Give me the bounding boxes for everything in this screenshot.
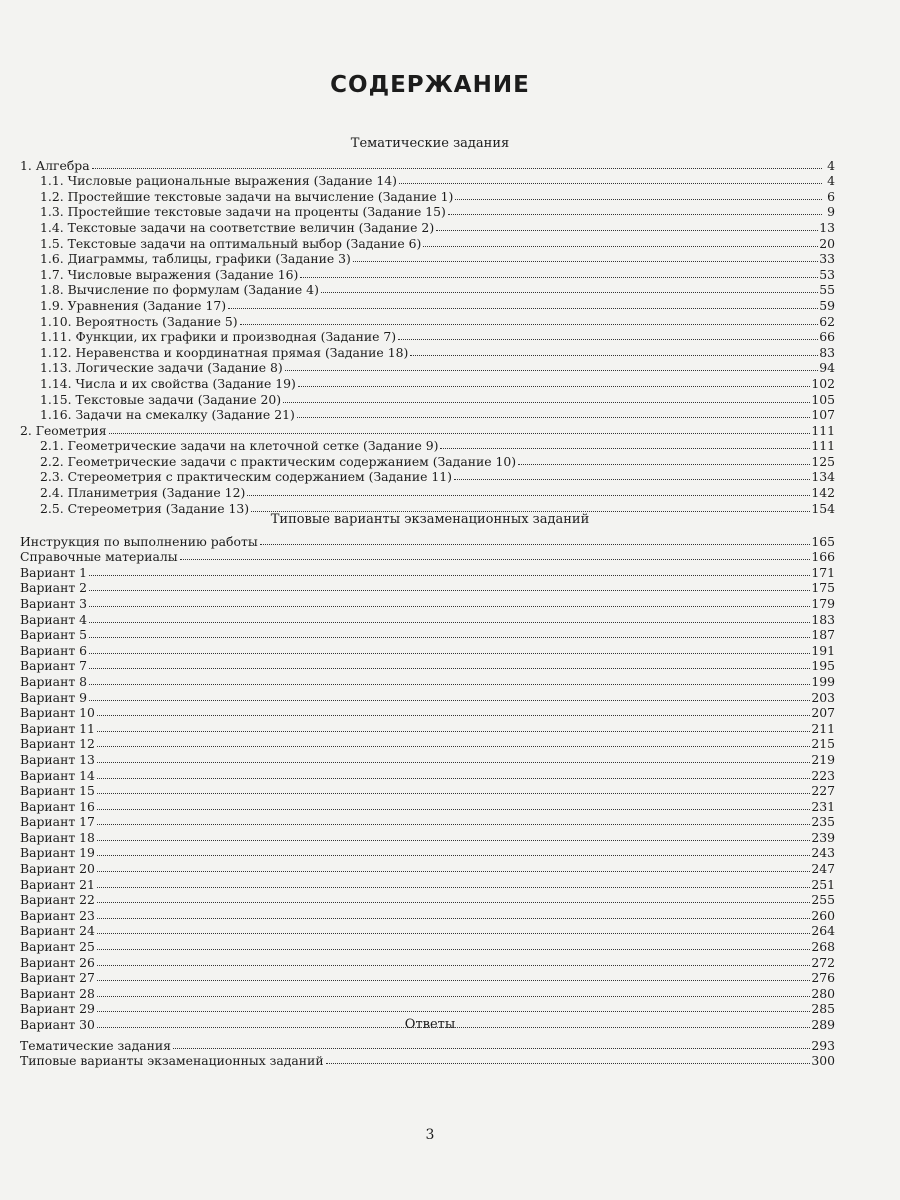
toc-entry-label: 1.15. Текстовые задачи (Задание 20) (40, 391, 282, 407)
toc-entry-page: 293 (811, 1037, 835, 1053)
toc-entry-label: Вариант 12 (20, 736, 95, 752)
dot-leader (109, 433, 811, 434)
toc-entry (20, 892, 835, 908)
toc-entry-page: 179 (811, 595, 835, 611)
toc-entry-page: 272 (811, 954, 835, 970)
toc-entry-page: 211 (811, 720, 835, 736)
dot-leader (228, 308, 818, 309)
toc-entry-label: Вариант 27 (20, 970, 95, 986)
dot-leader (97, 746, 810, 747)
toc-entry (20, 814, 835, 830)
toc-entry-page: 53 (819, 266, 835, 282)
dot-leader (260, 544, 811, 545)
toc-entry-label: Вариант 16 (20, 798, 95, 814)
dot-leader (92, 168, 822, 169)
toc-entry-page: 285 (811, 1001, 835, 1017)
toc-entry-label: 2.5. Стереометрия (Задание 13) (40, 500, 250, 516)
dot-leader (97, 871, 810, 872)
toc-entry (20, 627, 835, 643)
toc-entry (20, 375, 835, 391)
toc-entry (20, 438, 835, 454)
toc-entry (20, 954, 835, 970)
toc-entry-page: 9 (827, 204, 835, 220)
dot-leader (97, 715, 810, 716)
toc-entry-page: 66 (819, 329, 835, 345)
toc-entry-label: Вариант 10 (20, 705, 95, 721)
dot-leader (97, 809, 810, 810)
toc-entry (20, 469, 835, 485)
toc-entry-page: 280 (811, 985, 835, 1001)
toc-entry-label: Вариант 8 (20, 673, 88, 689)
dot-leader (89, 575, 810, 576)
toc-entry-page: 183 (811, 611, 835, 627)
toc-entry (20, 642, 835, 658)
toc-entry (20, 157, 835, 173)
toc-entry-label: Вариант 17 (20, 814, 95, 830)
toc-entry-label: 1.2. Простейшие текстовые задачи на вычисление (Задание 1) (40, 188, 454, 204)
dot-leader (89, 637, 810, 638)
toc-entry-page: 165 (811, 533, 835, 549)
toc-entry (20, 422, 835, 438)
toc-entry-label: Вариант 26 (20, 954, 95, 970)
toc-entry-page: 134 (811, 469, 835, 485)
toc-entry-label: 2. Геометрия (20, 422, 107, 438)
toc-entry (20, 970, 835, 986)
toc-entry (20, 533, 835, 549)
toc-entry-page: 166 (811, 549, 835, 565)
toc-entry-label: Вариант 6 (20, 642, 88, 658)
toc-entry-label: Вариант 23 (20, 907, 95, 923)
toc-entry-page: 255 (811, 892, 835, 908)
toc-entry-label: 1.12. Неравенства и координатная прямая (Задание 18) (40, 344, 409, 360)
dot-leader (89, 700, 810, 701)
toc-entry-page: 154 (811, 500, 835, 516)
toc-entry-page: 33 (819, 251, 835, 267)
toc-entry-label: 1.13. Логические задачи (Задание 8) (40, 360, 283, 376)
toc-entry (20, 313, 835, 329)
toc-entry-page: 4 (827, 157, 835, 173)
toc-entry (20, 829, 835, 845)
toc-entry (20, 860, 835, 876)
toc-entry (20, 549, 835, 565)
toc-entry (20, 798, 835, 814)
toc-entry (20, 845, 835, 861)
toc-entry (20, 923, 835, 939)
toc-entry-label: Типовые варианты экзаменационных заданий (20, 1053, 324, 1069)
toc-entry-label: 1.7. Числовые выражения (Задание 16) (40, 266, 299, 282)
toc-entry (20, 751, 835, 767)
toc-entry-label: 1.14. Числа и их свойства (Задание 19) (40, 375, 296, 391)
toc-entry-page: 102 (811, 375, 835, 391)
toc-entry-label: 1. Алгебра (20, 157, 90, 173)
toc-entry-label: Вариант 29 (20, 1001, 95, 1017)
toc-entry (20, 1037, 835, 1053)
dot-leader (89, 653, 810, 654)
toc-entry-page: 55 (819, 282, 835, 298)
toc-entry-label: Вариант 15 (20, 783, 95, 799)
dot-leader (436, 230, 818, 231)
toc-entry-label: Вариант 7 (20, 658, 88, 674)
toc-entry-page: 231 (811, 798, 835, 814)
toc-entry (20, 1001, 835, 1017)
toc-entry-label: Вариант 28 (20, 985, 95, 1001)
toc-entry-page: 276 (811, 970, 835, 986)
toc-entry-label: 1.1. Числовые рациональные выражения (Задание 14) (40, 173, 397, 189)
dot-leader (399, 183, 822, 184)
toc-entry-page: 251 (811, 876, 835, 892)
dot-leader (247, 495, 810, 496)
dot-leader (440, 448, 810, 449)
toc-entry-page: 171 (811, 564, 835, 580)
page-number: 3 (425, 1127, 435, 1143)
toc-entry-page: 195 (811, 658, 835, 674)
toc-entry (20, 985, 835, 1001)
toc-entry-page: 62 (819, 313, 835, 329)
toc-entry-page: 4 (827, 173, 835, 189)
toc-entry (20, 595, 835, 611)
toc-entry (20, 297, 835, 313)
toc-entry-label: Вариант 13 (20, 751, 95, 767)
toc-entry (20, 282, 835, 298)
toc-entry-page: 105 (811, 391, 835, 407)
toc-entry-label: Вариант 24 (20, 923, 95, 939)
toc-entry-label: Вариант 25 (20, 939, 95, 955)
dot-leader (298, 386, 810, 387)
toc-entry-page: 199 (811, 673, 835, 689)
toc-entry-label: 2.4. Планиметрия (Задание 12) (40, 485, 246, 501)
dot-leader (423, 246, 818, 247)
dot-leader (283, 402, 810, 403)
toc-entry (20, 188, 835, 204)
dot-leader (89, 606, 810, 607)
toc-entry-label: Вариант 5 (20, 627, 88, 643)
toc-entry (20, 564, 835, 580)
toc-entry-label: 1.8. Вычисление по формулам (Задание 4) (40, 282, 319, 298)
toc-entry-label: Вариант 4 (20, 611, 88, 627)
toc-entry-page: 215 (811, 736, 835, 752)
toc-entry-page: 13 (819, 219, 835, 235)
toc-entry (20, 251, 835, 267)
toc-entry-label: Вариант 30 (20, 1017, 95, 1032)
toc-entry-page: 20 (819, 235, 835, 251)
toc-entry (20, 689, 835, 705)
dot-leader (326, 1063, 811, 1064)
toc-entry-label: Инструкция по выполнению работы (20, 533, 258, 549)
toc-entry-label: Справочные материалы (20, 549, 178, 565)
toc-entry-page: 243 (811, 845, 835, 861)
dot-leader (454, 479, 810, 480)
toc-entry-page: 260 (811, 907, 835, 923)
toc-entry (20, 938, 835, 954)
page-title: СОДЕРЖАНИЕ (330, 72, 530, 98)
toc-entry-label: 1.5. Текстовые задачи на оптимальный выбор (Задание 6) (40, 235, 422, 251)
section-heading-variants: Типовые варианты экзаменационных заданий (270, 512, 590, 527)
toc-entry (20, 391, 835, 407)
toc-entry-label: 1.4. Текстовые задачи на соответствие величин (Задание 2) (40, 219, 435, 235)
toc-entry-label: Вариант 1 (20, 564, 88, 580)
toc-entry (20, 736, 835, 752)
dot-leader (97, 918, 810, 919)
toc-entry-page: 223 (811, 767, 835, 783)
dot-leader (97, 855, 810, 856)
toc-entry-page: 300 (811, 1053, 835, 1069)
toc-entry-label: Вариант 21 (20, 876, 95, 892)
toc-entry-label: Вариант 3 (20, 595, 88, 611)
toc-entry-page: 235 (811, 814, 835, 830)
toc-entry-label: 1.3. Простейшие текстовые задачи на проценты (Задание 15) (40, 204, 446, 220)
toc-entry-label: Вариант 2 (20, 580, 88, 596)
toc-entry-label: Вариант 9 (20, 689, 88, 705)
toc-entry-page: 203 (811, 689, 835, 705)
toc-entry-page: 187 (811, 627, 835, 643)
toc-entry (20, 767, 835, 783)
toc-entry (20, 329, 835, 345)
toc-entry (20, 484, 835, 500)
dot-leader (285, 370, 818, 371)
toc-list-variants (20, 533, 835, 1032)
dot-leader (89, 684, 810, 685)
dot-leader (97, 887, 810, 888)
toc-list-answers (20, 1037, 835, 1068)
dot-leader (300, 277, 818, 278)
toc-entry-label: Вариант 18 (20, 829, 95, 845)
dot-leader (455, 199, 822, 200)
toc-entry-page: 268 (811, 939, 835, 955)
toc-list-thematic (20, 157, 835, 516)
toc-entry (20, 611, 835, 627)
toc-entry-page: 125 (811, 453, 835, 469)
toc-entry (20, 783, 835, 799)
dot-leader (448, 214, 822, 215)
dot-leader (97, 980, 810, 981)
toc-entry (20, 235, 835, 251)
dot-leader (321, 292, 818, 293)
toc-entry (20, 219, 835, 235)
toc-entry (20, 453, 835, 469)
toc-entry-label: 2.3. Стереометрия с практическим содержанием (Задание 11) (40, 469, 452, 485)
toc-entry-label: Тематические задания (20, 1037, 171, 1053)
toc-entry (20, 1053, 835, 1069)
toc-entry-label: 2.2. Геометрические задачи с практическим содержанием (Задание 10) (40, 453, 517, 469)
toc-entry-label: Вариант 11 (20, 720, 95, 736)
section-heading-thematic: Тематические задания (350, 136, 510, 151)
toc-entry (20, 907, 835, 923)
toc-entry-page: 207 (811, 705, 835, 721)
toc-entry-page: 227 (811, 783, 835, 799)
toc-entry-page: 94 (819, 360, 835, 376)
toc-entry-page: 107 (811, 407, 835, 423)
section-heading-answers: Ответы (404, 1017, 456, 1032)
toc-entry-page: 111 (811, 438, 835, 454)
dot-leader (518, 464, 810, 465)
toc-entry-label: Вариант 20 (20, 861, 95, 877)
toc-entry-page: 83 (819, 344, 835, 360)
toc-entry (20, 658, 835, 674)
dot-leader (97, 824, 810, 825)
toc-entry (20, 204, 835, 220)
toc-entry-page: 247 (811, 861, 835, 877)
dot-leader (97, 933, 810, 934)
toc-entry-label: 2.1. Геометрические задачи на клеточной сетке (Задание 9) (40, 438, 439, 454)
toc-entry (20, 580, 835, 596)
toc-entry-page: 264 (811, 923, 835, 939)
dot-leader (89, 622, 810, 623)
dot-leader (97, 793, 810, 794)
toc-entry-label: 1.10. Вероятность (Задание 5) (40, 313, 238, 329)
dot-leader (398, 339, 818, 340)
dot-leader (97, 762, 810, 763)
dot-leader (97, 996, 810, 997)
dot-leader (89, 668, 810, 669)
toc-entry (20, 344, 835, 360)
toc-entry (20, 173, 835, 189)
toc-entry (20, 876, 835, 892)
toc-entry-page: 59 (819, 297, 835, 313)
toc-entry-label: 1.16. Задачи на смекалку (Задание 21) (40, 407, 295, 423)
toc-entry-page: 6 (827, 188, 835, 204)
dot-leader (97, 902, 810, 903)
dot-leader (97, 731, 810, 732)
toc-entry-page: 142 (811, 485, 835, 501)
dot-leader (180, 559, 811, 560)
toc-entry-label: Вариант 14 (20, 767, 95, 783)
toc-entry-page: 175 (811, 580, 835, 596)
toc-entry-page: 219 (811, 751, 835, 767)
toc-entry (20, 360, 835, 376)
toc-entry-label: 1.11. Функции, их графики и производная (Задание 7) (40, 329, 397, 345)
dot-leader (97, 1011, 810, 1012)
toc-entry-page: 239 (811, 829, 835, 845)
toc-entry (20, 673, 835, 689)
toc-entry (20, 266, 835, 282)
dot-leader (97, 840, 810, 841)
toc-entry (20, 705, 835, 721)
toc-entry-page: 111 (811, 422, 835, 438)
dot-leader (297, 417, 811, 418)
toc-entry-page: 289 (811, 1017, 835, 1032)
dot-leader (97, 778, 810, 779)
dot-leader (97, 949, 810, 950)
toc-entry-label: 1.9. Уравнения (Задание 17) (40, 297, 227, 313)
toc-entry (20, 407, 835, 423)
dot-leader (97, 965, 810, 966)
toc-entry-label: 1.6. Диаграммы, таблицы, графики (Задание 3) (40, 251, 351, 267)
dot-leader (240, 324, 819, 325)
toc-entry (20, 720, 835, 736)
dot-leader (173, 1048, 810, 1049)
dot-leader (410, 355, 818, 356)
dot-leader (89, 590, 810, 591)
toc-entry-label: Вариант 22 (20, 892, 95, 908)
toc-entry-label: Вариант 19 (20, 845, 95, 861)
toc-entry-page: 191 (811, 642, 835, 658)
dot-leader (353, 261, 818, 262)
